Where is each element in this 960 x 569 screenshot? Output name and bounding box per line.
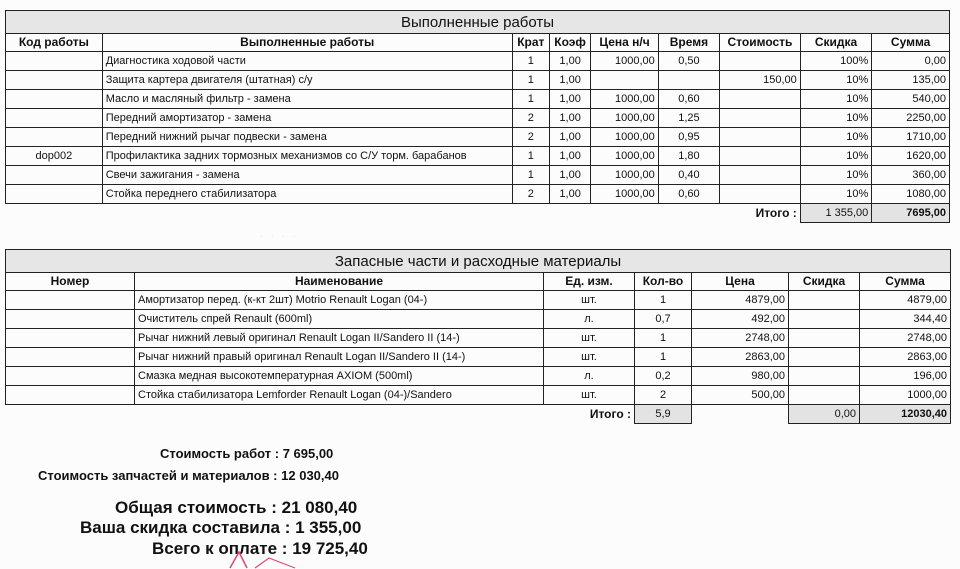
works-cell-name: Защита картера двигателя (штатная) с/у <box>102 71 512 90</box>
summary-discount-label: Ваша скидка составила : <box>80 518 291 537</box>
parts-total-row <box>6 405 951 424</box>
summary-discount <box>80 518 361 538</box>
parts-header-price: Цена <box>692 273 789 291</box>
works-total-label: Итого : <box>755 205 797 220</box>
works-cell-name: Масло и масляный фильтр - замена <box>102 90 512 109</box>
parts-cell-price: 980,00 <box>692 367 789 386</box>
works-cell-sum: 1710,00 <box>872 128 950 147</box>
parts-cell-sum: 344,40 <box>860 310 951 329</box>
works-cell-code <box>6 166 103 185</box>
parts-cell-num <box>6 291 135 310</box>
works-cell-discount: 10% <box>800 185 872 204</box>
parts-cell-discount <box>789 329 860 348</box>
works-cell-krat: 1 <box>512 166 549 185</box>
works-header-discount: Скидка <box>800 34 872 52</box>
works-cell-discount: 10% <box>800 90 872 109</box>
parts-cell-discount <box>789 310 860 329</box>
works-cell-code <box>6 128 103 147</box>
works-cell-discount: 10% <box>800 71 872 90</box>
works-cell-time: 0,95 <box>658 128 719 147</box>
parts-cell-price: 492,00 <box>692 310 789 329</box>
works-cell-discount: 10% <box>800 166 872 185</box>
works-cell-koef: 1,00 <box>549 71 590 90</box>
parts-cell-qty: 0,2 <box>635 367 692 386</box>
works-cell-price: 1000,00 <box>591 109 658 128</box>
works-header-sum: Сумма <box>872 34 950 52</box>
summary-works <box>160 446 333 461</box>
parts-cell-discount <box>789 367 860 386</box>
works-cell-time: 1,25 <box>658 109 719 128</box>
parts-cell-qty: 1 <box>635 329 692 348</box>
parts-cell-name: Очиститель спрей Renault (600ml) <box>135 310 544 329</box>
parts-cell-price: 500,00 <box>692 386 789 405</box>
parts-cell-qty: 0,7 <box>635 310 692 329</box>
works-cell-price: 1000,00 <box>591 147 658 166</box>
parts-header-row <box>6 273 951 291</box>
parts-cell-unit: шт. <box>544 348 635 367</box>
stamp-fragment-icon <box>225 550 305 569</box>
summary-pay-label: Всего к оплате : <box>152 539 288 558</box>
works-row <box>6 128 950 147</box>
works-cell-name: Свечи зажигания - замена <box>102 166 512 185</box>
works-cell-time <box>658 71 719 90</box>
works-cell-price: 1000,00 <box>591 52 658 71</box>
works-header-row <box>6 34 950 52</box>
parts-row <box>6 348 951 367</box>
parts-cell-discount <box>789 291 860 310</box>
works-cell-cost <box>720 90 801 109</box>
works-total-row <box>6 204 950 223</box>
works-cell-koef: 1,00 <box>549 109 590 128</box>
parts-table <box>5 249 951 424</box>
works-cell-discount: 10% <box>800 147 872 166</box>
works-row <box>6 185 950 204</box>
works-cell-code <box>6 109 103 128</box>
works-cell-krat: 1 <box>512 52 549 71</box>
parts-header-num: Номер <box>6 273 135 291</box>
parts-cell-num <box>6 348 135 367</box>
works-cell-time: 0,40 <box>658 166 719 185</box>
works-cell-sum: 2250,00 <box>872 109 950 128</box>
parts-cell-name: Смазка медная высокотемпературная AXIOM (500ml) <box>135 367 544 386</box>
works-cell-discount: 100% <box>800 52 872 71</box>
works-cell-name: Диагностика ходовой части <box>102 52 512 71</box>
works-cell-cost <box>720 147 801 166</box>
works-cell-code <box>6 90 103 109</box>
parts-row <box>6 310 951 329</box>
parts-cell-sum: 4879,00 <box>860 291 951 310</box>
parts-header-qty: Кол-во <box>635 273 692 291</box>
summary-total-value: 21 080,40 <box>281 498 358 517</box>
parts-cell-unit: шт. <box>544 291 635 310</box>
parts-total-qty: 5,9 <box>635 405 692 424</box>
summary-total <box>115 498 357 518</box>
parts-total-sum: 12030,40 <box>860 405 951 424</box>
works-cell-price: 1000,00 <box>591 128 658 147</box>
works-header-koef: Коэф <box>549 34 590 52</box>
parts-cell-unit: шт. <box>544 329 635 348</box>
works-cell-name: Стойка переднего стабилизатора <box>102 185 512 204</box>
parts-cell-unit: шт. <box>544 386 635 405</box>
works-cell-price: 1000,00 <box>591 185 658 204</box>
parts-cell-price: 2863,00 <box>692 348 789 367</box>
works-cell-price: 1000,00 <box>591 90 658 109</box>
parts-cell-price: 4879,00 <box>692 291 789 310</box>
works-cell-koef: 1,00 <box>549 90 590 109</box>
works-cell-sum: 0,00 <box>872 52 950 71</box>
parts-row <box>6 291 951 310</box>
works-header-krat: Крат <box>512 34 549 52</box>
works-cell-time: 1,80 <box>658 147 719 166</box>
works-cell-discount: 10% <box>800 128 872 147</box>
parts-header-sum: Сумма <box>860 273 951 291</box>
parts-title: Запасные части и расходные материалы <box>6 250 951 273</box>
works-cell-code <box>6 71 103 90</box>
parts-header-unit: Ед. изм. <box>544 273 635 291</box>
parts-cell-price: 2748,00 <box>692 329 789 348</box>
parts-total-discount: 0,00 <box>789 405 860 424</box>
works-cell-koef: 1,00 <box>549 128 590 147</box>
works-cell-sum: 1620,00 <box>872 147 950 166</box>
parts-cell-num <box>6 329 135 348</box>
works-cell-name: Профилактика задних тормозных механизмов со С/У торм. барабанов <box>102 147 512 166</box>
summary-pay-value: 19 725,40 <box>292 539 368 558</box>
parts-row <box>6 386 951 405</box>
parts-cell-name: Амортизатор перед. (к-кт 2шт) Motrio Renault Logan (04-) <box>135 291 544 310</box>
works-cell-name: Передний амортизатор - замена <box>102 109 512 128</box>
works-cell-cost: 150,00 <box>720 71 801 90</box>
parts-cell-sum: 2748,00 <box>860 329 951 348</box>
parts-cell-num <box>6 310 135 329</box>
parts-cell-num <box>6 367 135 386</box>
parts-header-discount: Скидка <box>789 273 860 291</box>
works-row <box>6 71 950 90</box>
works-cell-sum: 1080,00 <box>872 185 950 204</box>
summary-works-value: 7 695,00 <box>282 446 334 461</box>
works-title: Выполненные работы <box>6 11 950 34</box>
works-cell-cost <box>720 128 801 147</box>
works-cell-cost <box>720 52 801 71</box>
works-cell-price: 1000,00 <box>591 166 658 185</box>
works-cell-krat: 1 <box>512 147 549 166</box>
works-total-discount: 1 355,00 <box>800 204 872 223</box>
parts-cell-name: Стойка стабилизатора Lemforder Renault Logan (04-)/Sandero <box>135 386 544 405</box>
works-table <box>5 10 950 223</box>
works-cell-krat: 2 <box>512 128 549 147</box>
parts-row <box>6 329 951 348</box>
parts-cell-unit: л. <box>544 367 635 386</box>
works-cell-cost <box>720 185 801 204</box>
summary-discount-value: 1 355,00 <box>295 518 362 537</box>
works-total-sum: 7695,00 <box>872 204 950 223</box>
works-cell-krat: 1 <box>512 71 549 90</box>
summary-parts-label: Стоимость запчастей и материалов : <box>38 468 278 483</box>
works-header-code: Код работы <box>6 34 103 52</box>
works-cell-krat: 1 <box>512 90 549 109</box>
summary-total-label: Общая стоимость : <box>115 498 277 517</box>
works-cell-koef: 1,00 <box>549 185 590 204</box>
works-cell-time: 0,50 <box>658 52 719 71</box>
works-row <box>6 90 950 109</box>
works-cell-sum: 540,00 <box>872 90 950 109</box>
works-header-cost: Стоимость <box>720 34 801 52</box>
summary-parts-value: 12 030,40 <box>281 468 339 483</box>
works-cell-name: Передний нижний рычаг подвески - замена <box>102 128 512 147</box>
parts-cell-qty: 2 <box>635 386 692 405</box>
works-cell-cost <box>720 109 801 128</box>
parts-cell-discount <box>789 386 860 405</box>
parts-cell-name: Рычаг нижний левый оригинал Renault Logan II/Sandero II (14-) <box>135 329 544 348</box>
works-cell-koef: 1,00 <box>549 147 590 166</box>
works-cell-koef: 1,00 <box>549 52 590 71</box>
works-header-price: Цена н/ч <box>591 34 658 52</box>
parts-cell-name: Рычаг нижний правый оригинал Renault Logan II/Sandero II (14-) <box>135 348 544 367</box>
scan-noise: · · · · <box>260 232 299 241</box>
parts-cell-sum: 1000,00 <box>860 386 951 405</box>
works-row <box>6 52 950 71</box>
parts-cell-qty: 1 <box>635 348 692 367</box>
works-cell-discount: 10% <box>800 109 872 128</box>
works-cell-time: 0,60 <box>658 185 719 204</box>
parts-row <box>6 367 951 386</box>
parts-cell-num <box>6 386 135 405</box>
works-cell-sum: 360,00 <box>872 166 950 185</box>
works-row <box>6 166 950 185</box>
parts-cell-sum: 196,00 <box>860 367 951 386</box>
works-cell-code <box>6 52 103 71</box>
works-header-name: Выполненные работы <box>102 34 512 52</box>
works-cell-code: dop002 <box>6 147 103 166</box>
works-cell-code <box>6 185 103 204</box>
works-cell-krat: 2 <box>512 185 549 204</box>
parts-cell-qty: 1 <box>635 291 692 310</box>
works-row <box>6 147 950 166</box>
summary-parts <box>38 468 339 483</box>
works-cell-krat: 2 <box>512 109 549 128</box>
parts-total-label: Итого : <box>589 406 631 421</box>
summary-works-label: Стоимость работ : <box>160 446 280 461</box>
works-cell-cost <box>720 166 801 185</box>
parts-cell-discount <box>789 348 860 367</box>
works-header-time: Время <box>658 34 719 52</box>
works-row <box>6 109 950 128</box>
works-cell-sum: 135,00 <box>872 71 950 90</box>
works-cell-price <box>591 71 658 90</box>
parts-cell-sum: 2863,00 <box>860 348 951 367</box>
parts-cell-unit: л. <box>544 310 635 329</box>
parts-header-name: Наименование <box>135 273 544 291</box>
works-cell-time: 0,60 <box>658 90 719 109</box>
works-cell-koef: 1,00 <box>549 166 590 185</box>
